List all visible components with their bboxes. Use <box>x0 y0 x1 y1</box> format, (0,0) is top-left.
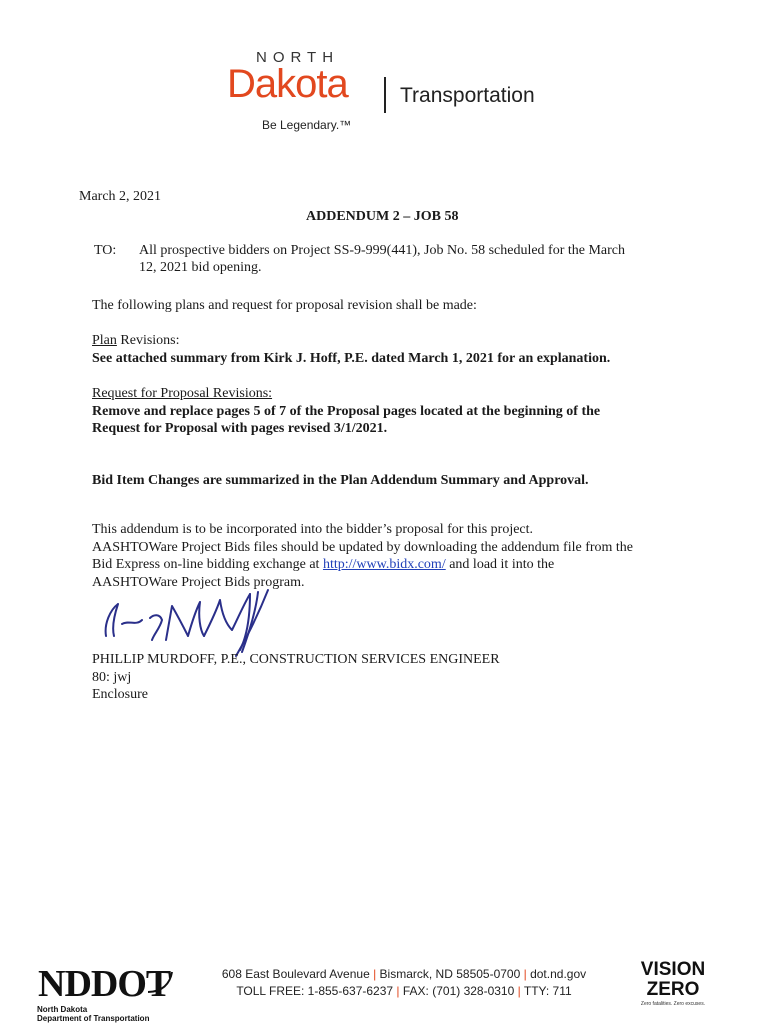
nddot-logo-text: NDDOT <box>38 963 171 1002</box>
signer-name-title: PHILLIP MURDOFF, P.E., CONSTRUCTION SERVICES ENGINEER <box>92 652 500 667</box>
plan-heading-underlined: Plan <box>92 333 117 348</box>
footer-fax: FAX: (701) 328-0310 <box>402 984 515 998</box>
nddot-logo-subtitle <box>37 1005 149 1023</box>
footer-phone-line: TOLL FREE: 1-855-637-6237 | FAX: (701) 328-0310 | TTY: 711 <box>236 984 572 998</box>
closing-line-2: AASHTOWare Project Bids files should be updated by downloading the addendum file from the <box>92 540 634 555</box>
letter-date: March 2, 2021 <box>79 189 162 204</box>
nddot-sub-line-2: Department of Transportation <box>37 1014 150 1023</box>
letter-heading: ADDENDUM 2 – JOB 58 <box>306 209 459 224</box>
closing-line-4: AASHTOWare Project Bids program. <box>92 575 305 590</box>
plan-revisions-heading <box>92 332 180 349</box>
to-line-1: All prospective bidders on Project SS-9-999(441), Job No. 58 scheduled for the March <box>139 243 626 258</box>
nddot-logo <box>36 958 176 1002</box>
footer-tty: TTY: 711 <box>523 984 572 998</box>
handwritten-signature <box>100 584 280 658</box>
bidx-link[interactable]: http://www.bidx.com/ <box>322 557 446 572</box>
rfp-revisions-heading: Request for Proposal Revisions: <box>92 386 273 401</box>
footer-toll-free: TOLL FREE: 1-855-637-6237 <box>236 984 394 998</box>
zero-tagline: Zero fatalities. Zero excuses. <box>640 1001 706 1007</box>
letterhead-north: NORTH <box>256 49 340 66</box>
plan-heading-rest: Revisions: <box>116 333 180 348</box>
closing-line-3-pre: Bid Express on-line bidding exchange at <box>92 557 323 572</box>
closing-line-3 <box>92 556 554 573</box>
footer-address-line: 608 East Boulevard Avenue | Bismarck, ND 58505-0700 | dot.nd.gov <box>221 967 587 981</box>
closing-line-1: This addendum is to be incorporated into the bidder’s proposal for this project. <box>92 522 534 537</box>
vision-zero-logo <box>630 960 716 1007</box>
letterhead-divider <box>384 77 386 113</box>
rfp-line-1: Remove and replace pages 5 of 7 of the Proposal pages located at the beginning of the <box>92 404 601 419</box>
typist-initials: 80: jwj <box>92 670 132 685</box>
plan-revisions-text: See attached summary from Kirk J. Hoff, P.E. dated March 1, 2021 for an explanation. <box>92 351 611 366</box>
footer-contact <box>204 966 604 1000</box>
to-label: TO: <box>94 243 117 258</box>
nddot-sub-line-1: North Dakota <box>37 1005 88 1014</box>
footer-web[interactable]: dot.nd.gov <box>530 967 587 981</box>
zero-text: ZERO <box>646 979 700 1000</box>
to-line-2: 12, 2021 bid opening. <box>139 260 262 275</box>
letterhead-transportation: Transportation <box>400 84 535 107</box>
rfp-line-2: Request for Proposal with pages revised 3/1/2021. <box>92 421 388 436</box>
enclosure-note: Enclosure <box>92 687 148 702</box>
closing-line-3-post: and load it into the <box>445 557 555 572</box>
footer-city: Bismarck, ND 58505-0700 <box>379 967 521 981</box>
bid-item-changes: Bid Item Changes are summarized in the Plan Addendum Summary and Approval. <box>92 473 589 488</box>
footer-address: 608 East Boulevard Avenue <box>221 967 370 981</box>
letterhead-dakota-logo: Dakota <box>227 62 348 106</box>
letterhead-tagline: Be Legendary.™ <box>262 118 352 132</box>
vision-text: VISION <box>640 959 706 980</box>
intro-text: The following plans and request for proposal revision shall be made: <box>92 298 477 313</box>
